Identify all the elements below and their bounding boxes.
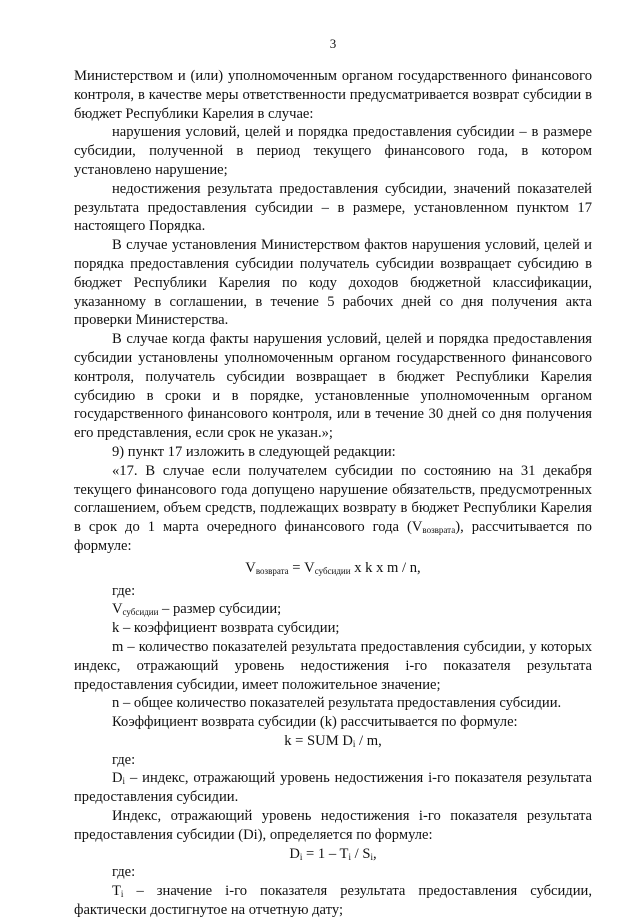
formula-2-b: / m, bbox=[355, 732, 382, 749]
formula-1-tail: x k x m / n, bbox=[350, 559, 421, 576]
definition-5-a: D bbox=[112, 770, 123, 787]
formula-1-mid: = V bbox=[288, 559, 315, 576]
formula-2-sub: i bbox=[352, 738, 356, 749]
formula-3-sub-2: i bbox=[348, 851, 351, 862]
paragraph-4: В случае установления Министерством фактов нарушения условий, целей и порядка предоставления субсидии получатель субсидии возвращает субсидию в бюджет Республики Карелия по коду доходов бюджетной классификации, указанному в соглашении, в течение 5 рабочих дней со дня получения акта проверки Министерства. bbox=[74, 237, 592, 329]
paragraph-7 bbox=[74, 462, 592, 556]
where-2: где: bbox=[112, 751, 136, 768]
paragraph-2: нарушения условий, целей и порядка предоставления субсидии – в размере субсидии, полученной в период текущего финансового года, в котором установлено нарушение; bbox=[74, 124, 592, 178]
paragraph-6: 9) пункт 17 изложить в следующей редакции: bbox=[112, 443, 396, 460]
definition-3: m – количество показателей результата предоставления субсидии, у которых индекс, отражающий уровень недостижения i-го показателя результата предоставления субсидии, имеет положительное значение; bbox=[74, 638, 592, 693]
definition-1 bbox=[74, 600, 592, 619]
definition-1-sub: субсидии bbox=[122, 607, 159, 618]
page-number: 3 bbox=[329, 36, 337, 51]
formula-3-c: / S bbox=[351, 845, 371, 862]
formula-1-sub-2: субсидии bbox=[314, 565, 351, 576]
paragraph-5: В случае когда факты нарушения условий, целей и порядка предоставления субсидии установлены уполномоченным органом государственного финансового контроля, получатель субсидии возвращает в бюджет Республики Карелия субсидию в сроки и в порядке, установленные уполномоченным органом государственного финансового контроля, или в течение 30 дней со дня получения его представления, если срок не указан.»; bbox=[74, 331, 592, 442]
definition-1-text: – размер субсидии; bbox=[158, 601, 282, 618]
formula-3 bbox=[74, 845, 592, 864]
formula-2 bbox=[74, 732, 592, 751]
formula-3-sub-3: i bbox=[370, 851, 373, 862]
where-1: где: bbox=[112, 582, 136, 599]
formula-1-v: V bbox=[245, 559, 256, 576]
formula-3-a: D bbox=[289, 845, 300, 862]
formula-3-b: = 1 – T bbox=[302, 845, 349, 862]
definition-2: k – коэффициент возврата субсидии; bbox=[112, 620, 340, 637]
formula-3-sub-1: i bbox=[299, 851, 303, 862]
formula-3-d: , bbox=[372, 845, 377, 862]
definition-5-b: – индекс, отражающий уровень недостижения i-го показателя результата предоставления субсидии. bbox=[74, 770, 592, 806]
formula-1 bbox=[74, 559, 592, 578]
definition-4: n – общее количество показателей результата предоставления субсидии. bbox=[112, 695, 562, 712]
formula-2-a: k = SUM D bbox=[284, 732, 353, 749]
definition-1-v: V bbox=[112, 601, 123, 618]
paragraph-8: Коэффициент возврата субсидии (k) рассчитывается по формуле: bbox=[112, 714, 518, 731]
where-3: где: bbox=[112, 864, 136, 881]
definition-6-a: T bbox=[112, 883, 121, 900]
paragraph-3: недостижения результата предоставления субсидии, значений показателей результата предоставления субсидии – в размере, установленном пунктом 17 настоящего Порядка. bbox=[74, 180, 592, 235]
definition-6-sub: i bbox=[120, 889, 124, 900]
paragraph-7-sub: возврата bbox=[422, 525, 456, 536]
definition-6 bbox=[74, 882, 592, 920]
paragraph-7-a: «17. В случае если получателем субсидии по состоянию на 31 декабря текущего финансового года допущено нарушение обязательств, предусмотренных соглашением, объем средств, подлежащих возврату в бюджет Республики Карелия в срок до 1 марта очередного финансового года (V bbox=[74, 462, 592, 536]
definition-5-sub: i bbox=[122, 776, 126, 787]
formula-1-sub-1: возврата bbox=[255, 565, 289, 576]
paragraph-7-b: ), рассчитывается по формуле: bbox=[74, 519, 592, 554]
paragraph-9: Индекс, отражающий уровень недостижения i-го показателя результата предоставления субсидии (Di), определяется по формуле: bbox=[74, 808, 592, 843]
definition-5 bbox=[74, 769, 592, 807]
definition-6-b: – значение i-го показателя результата предоставления субсидии, фактически достигнутое на отчетную дату; bbox=[74, 883, 592, 919]
paragraph-1: Министерством и (или) уполномоченным органом государственного финансового контроля, в качестве меры ответственности предусматривается возврат субсидии в бюджет Республики Карелия в случае: bbox=[74, 68, 592, 122]
